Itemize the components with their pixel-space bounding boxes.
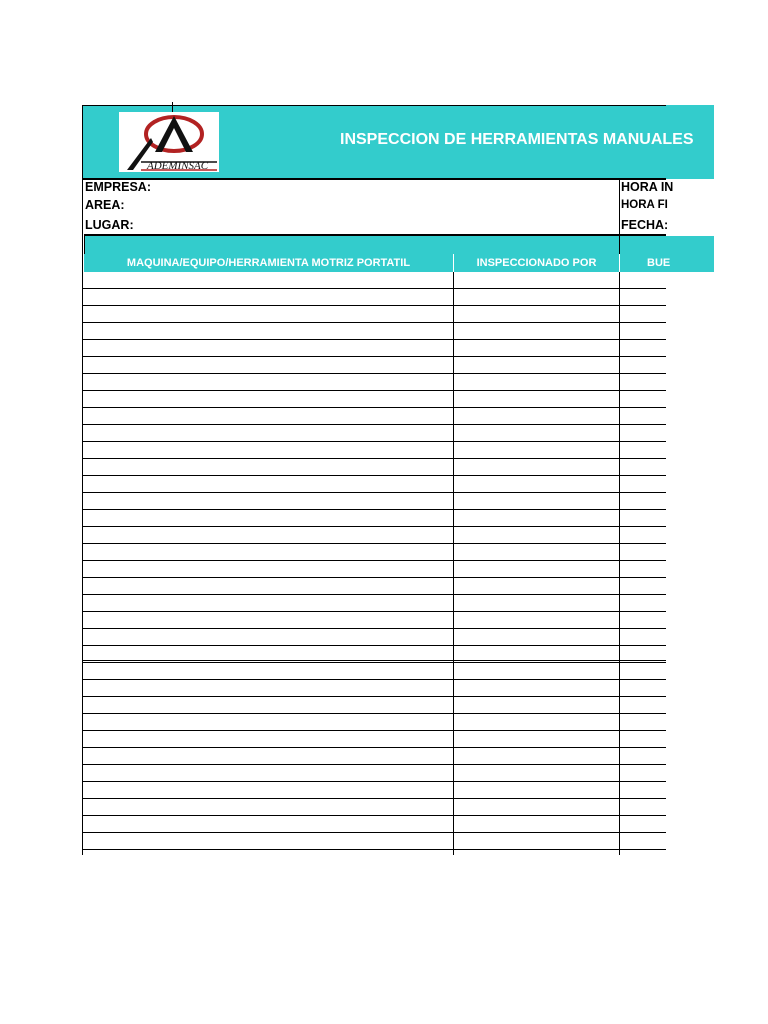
column-header-status: BUE [620, 254, 714, 272]
column-header-equipment: MAQUINA/EQUIPO/HERRAMIENTA MOTRIZ PORTATIL [84, 254, 453, 272]
table-row[interactable] [82, 782, 666, 799]
frame-top [82, 105, 666, 106]
table-row[interactable] [82, 799, 666, 816]
table-row[interactable] [82, 595, 666, 612]
header-divider [82, 178, 666, 180]
table-row[interactable] [82, 816, 666, 833]
company-logo [119, 112, 219, 172]
table-row[interactable] [82, 544, 666, 561]
table-row[interactable] [82, 629, 666, 646]
table-row[interactable] [82, 374, 666, 391]
table-row[interactable] [82, 680, 666, 697]
table-row[interactable] [82, 323, 666, 340]
table-row[interactable] [82, 765, 666, 782]
table-row[interactable] [82, 408, 666, 425]
table-row[interactable] [82, 612, 666, 629]
table-row[interactable] [82, 646, 666, 663]
table-row[interactable] [82, 578, 666, 595]
page-title: INSPECCION DE HERRAMIENTAS MANUALES [340, 131, 694, 148]
table-row[interactable] [82, 663, 666, 680]
cursor-mark [172, 102, 173, 112]
inspection-table [82, 272, 666, 850]
band-divider [619, 236, 620, 254]
table-row[interactable] [82, 357, 666, 374]
table-row[interactable] [82, 510, 666, 527]
column-header-inspector: INSPECCIONADO POR [454, 254, 619, 272]
table-row[interactable] [82, 833, 666, 850]
table-row[interactable] [82, 527, 666, 544]
table-row[interactable] [82, 391, 666, 408]
info-divider [619, 178, 620, 236]
table-row[interactable] [82, 714, 666, 731]
table-row[interactable] [82, 731, 666, 748]
grid-col-line-1 [453, 272, 454, 855]
logo-text: ADEMINSAC [147, 160, 209, 172]
empresa-label: EMPRESA: [85, 180, 151, 194]
area-label: AREA: [85, 198, 125, 212]
table-row[interactable] [82, 493, 666, 510]
header-sep-2 [619, 254, 620, 272]
hora-inicio-label: HORA IN [621, 180, 674, 194]
table-row[interactable] [82, 272, 666, 289]
table-row[interactable] [82, 289, 666, 306]
table-row[interactable] [82, 340, 666, 357]
header-sep-1 [453, 254, 454, 272]
table-row[interactable] [82, 748, 666, 765]
fecha-label: FECHA: [621, 218, 669, 232]
table-row[interactable] [82, 459, 666, 476]
grid-col-line-2 [619, 272, 620, 855]
table-row[interactable] [82, 561, 666, 578]
table-row[interactable] [82, 697, 666, 714]
table-row[interactable] [82, 476, 666, 493]
table-row[interactable] [82, 306, 666, 323]
lugar-label: LUGAR: [85, 218, 134, 232]
hora-fin-label: HORA FI [621, 199, 668, 211]
table-row[interactable] [82, 442, 666, 459]
grid-left-border [82, 272, 83, 855]
table-row[interactable] [82, 425, 666, 442]
